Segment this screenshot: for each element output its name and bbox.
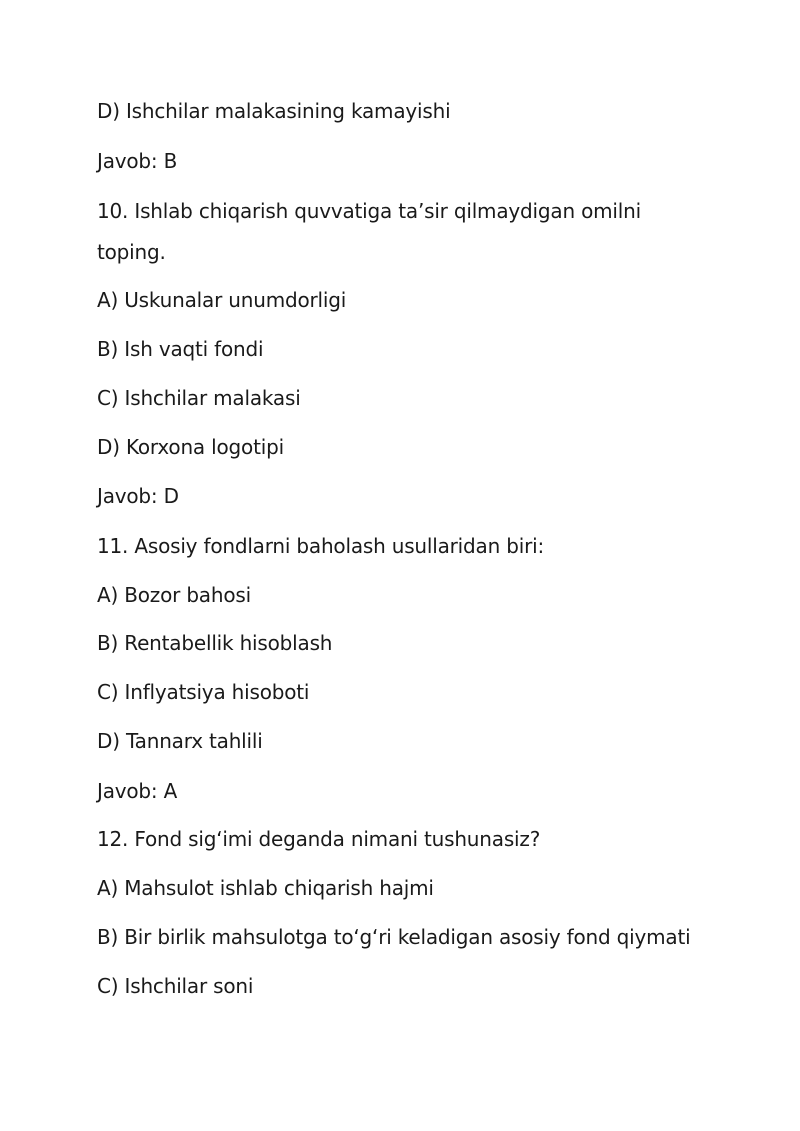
option-b-q10: B) Ish vaqti fondi	[97, 337, 264, 361]
question-10-line-1: 10. Ishlab chiqarish quvvatiga ta’sir qilmaydigan omilni	[97, 199, 641, 223]
option-b-q11: B) Rentabellik hisoblash	[97, 631, 333, 655]
answer-q9: Javob: B	[97, 149, 178, 173]
question-11: 11. Asosiy fondlarni baholash usullaridan biri:	[97, 534, 544, 558]
option-c-q10: C) Ishchilar malakasi	[97, 386, 301, 410]
option-a-q12: A) Mahsulot ishlab chiqarish hajmi	[97, 876, 434, 900]
option-c-q11: C) Inflyatsiya hisoboti	[97, 680, 310, 704]
question-12: 12. Fond sig‘imi deganda nimani tushunasiz?	[97, 827, 541, 851]
question-10-line-2: toping.	[97, 240, 166, 264]
option-d-q10: D) Korxona logotipi	[97, 435, 284, 459]
option-c-q12: C) Ishchilar soni	[97, 974, 254, 998]
option-d-q9: D) Ishchilar malakasining kamayishi	[97, 99, 451, 123]
option-a-q10: A) Uskunalar unumdorligi	[97, 288, 347, 312]
option-b-q12: B) Bir birlik mahsulotga to‘g‘ri keladigan asosiy fond qiymati	[97, 925, 691, 949]
option-d-q11: D) Tannarx tahlili	[97, 729, 263, 753]
option-a-q11: A) Bozor bahosi	[97, 583, 251, 607]
answer-q10: Javob: D	[97, 484, 179, 508]
answer-q11: Javob: A	[97, 779, 178, 803]
